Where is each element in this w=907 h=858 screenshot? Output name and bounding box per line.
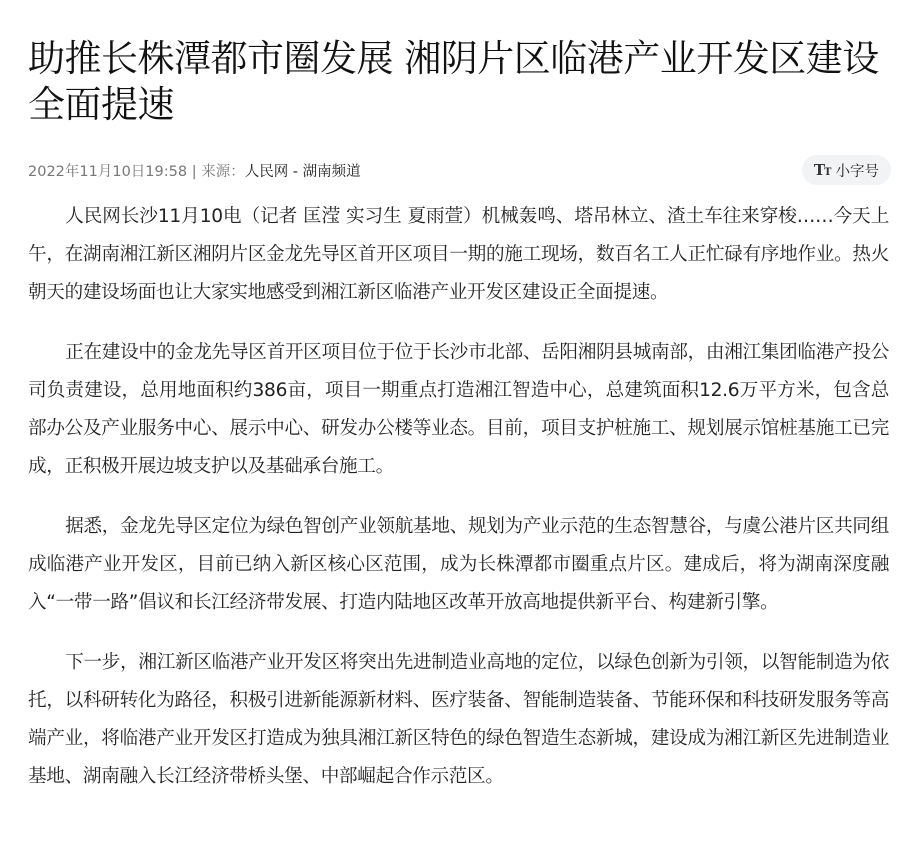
- article-paragraph: 下一步，湘江新区临港产业开发区将突出先进制造业高地的定位，以绿色创新为引领，以智能制造为依托，以科研转化为路径，积极引进新能源新材料、医疗装备、智能制造装备、节能环保和科技研发服务等高端产业，将临港产业开发区打造成为独具湘江新区特色的绿色智造生态新城，建设成为湘江新区先进制造业基地、湖南融入长江经济带桥头堡、中部崛起合作示范区。: [28, 652, 889, 787]
- article-meta: [28, 160, 361, 181]
- article-paragraph: 正在建设中的金龙先导区首开区项目位于位于长沙市北部、岳阳湘阴县城南部，由湘江集团临港产投公司负责建设，总用地面积约386亩，项目一期重点打造湘江智造中心，总建筑面积12.6万平方米，包含总部办公及产业服务中心、展示中心、研发办公楼等业态。目前，项目支护桩施工、规划展示馆桩基施工已完成，正积极开展边坡支护以及基础承台施工。: [28, 342, 889, 477]
- font-size-toggle-label: 小字号: [835, 163, 879, 180]
- text-size-icon: TT: [813, 161, 831, 179]
- source-label: 来源：: [201, 163, 245, 180]
- font-size-toggle-button[interactable]: [802, 155, 891, 185]
- article-paragraph: 人民网长沙11月10电（记者 匡滢 实习生 夏雨萱）机械轰鸣、塔吊林立、渣土车往来穿梭……今天上午，在湖南湘江新区湘阴片区金龙先导区首开区项目一期的施工现场，数百名工人正忙碌有序地作业。热火朝天的建设场面也让大家实地感受到湘江新区临港产业开发区建设正全面提速。: [28, 206, 889, 303]
- article-paragraph: 据悉，金龙先导区定位为绿色智创产业领航基地、规划为产业示范的生态智慧谷，与虞公港片区共同组成临港产业开发区，目前已纳入新区核心区范围，成为长株潭都市圈重点片区。建成后，将为湖南深度融入“一带一路”倡议和长江经济带发展、打造内陆地区改革开放高地提供新平台、构建新引擎。: [28, 516, 889, 613]
- article-meta-row: [28, 154, 889, 186]
- article-title: 助推长株潭都市圈发展 湘阴片区临港产业开发区建设全面提速: [28, 37, 879, 126]
- publish-datetime: 2022年11月10日19:58: [28, 163, 188, 180]
- meta-separator: |: [187, 163, 202, 180]
- source-name: 人民网 - 湖南频道: [244, 163, 361, 180]
- article-content: [28, 198, 889, 796]
